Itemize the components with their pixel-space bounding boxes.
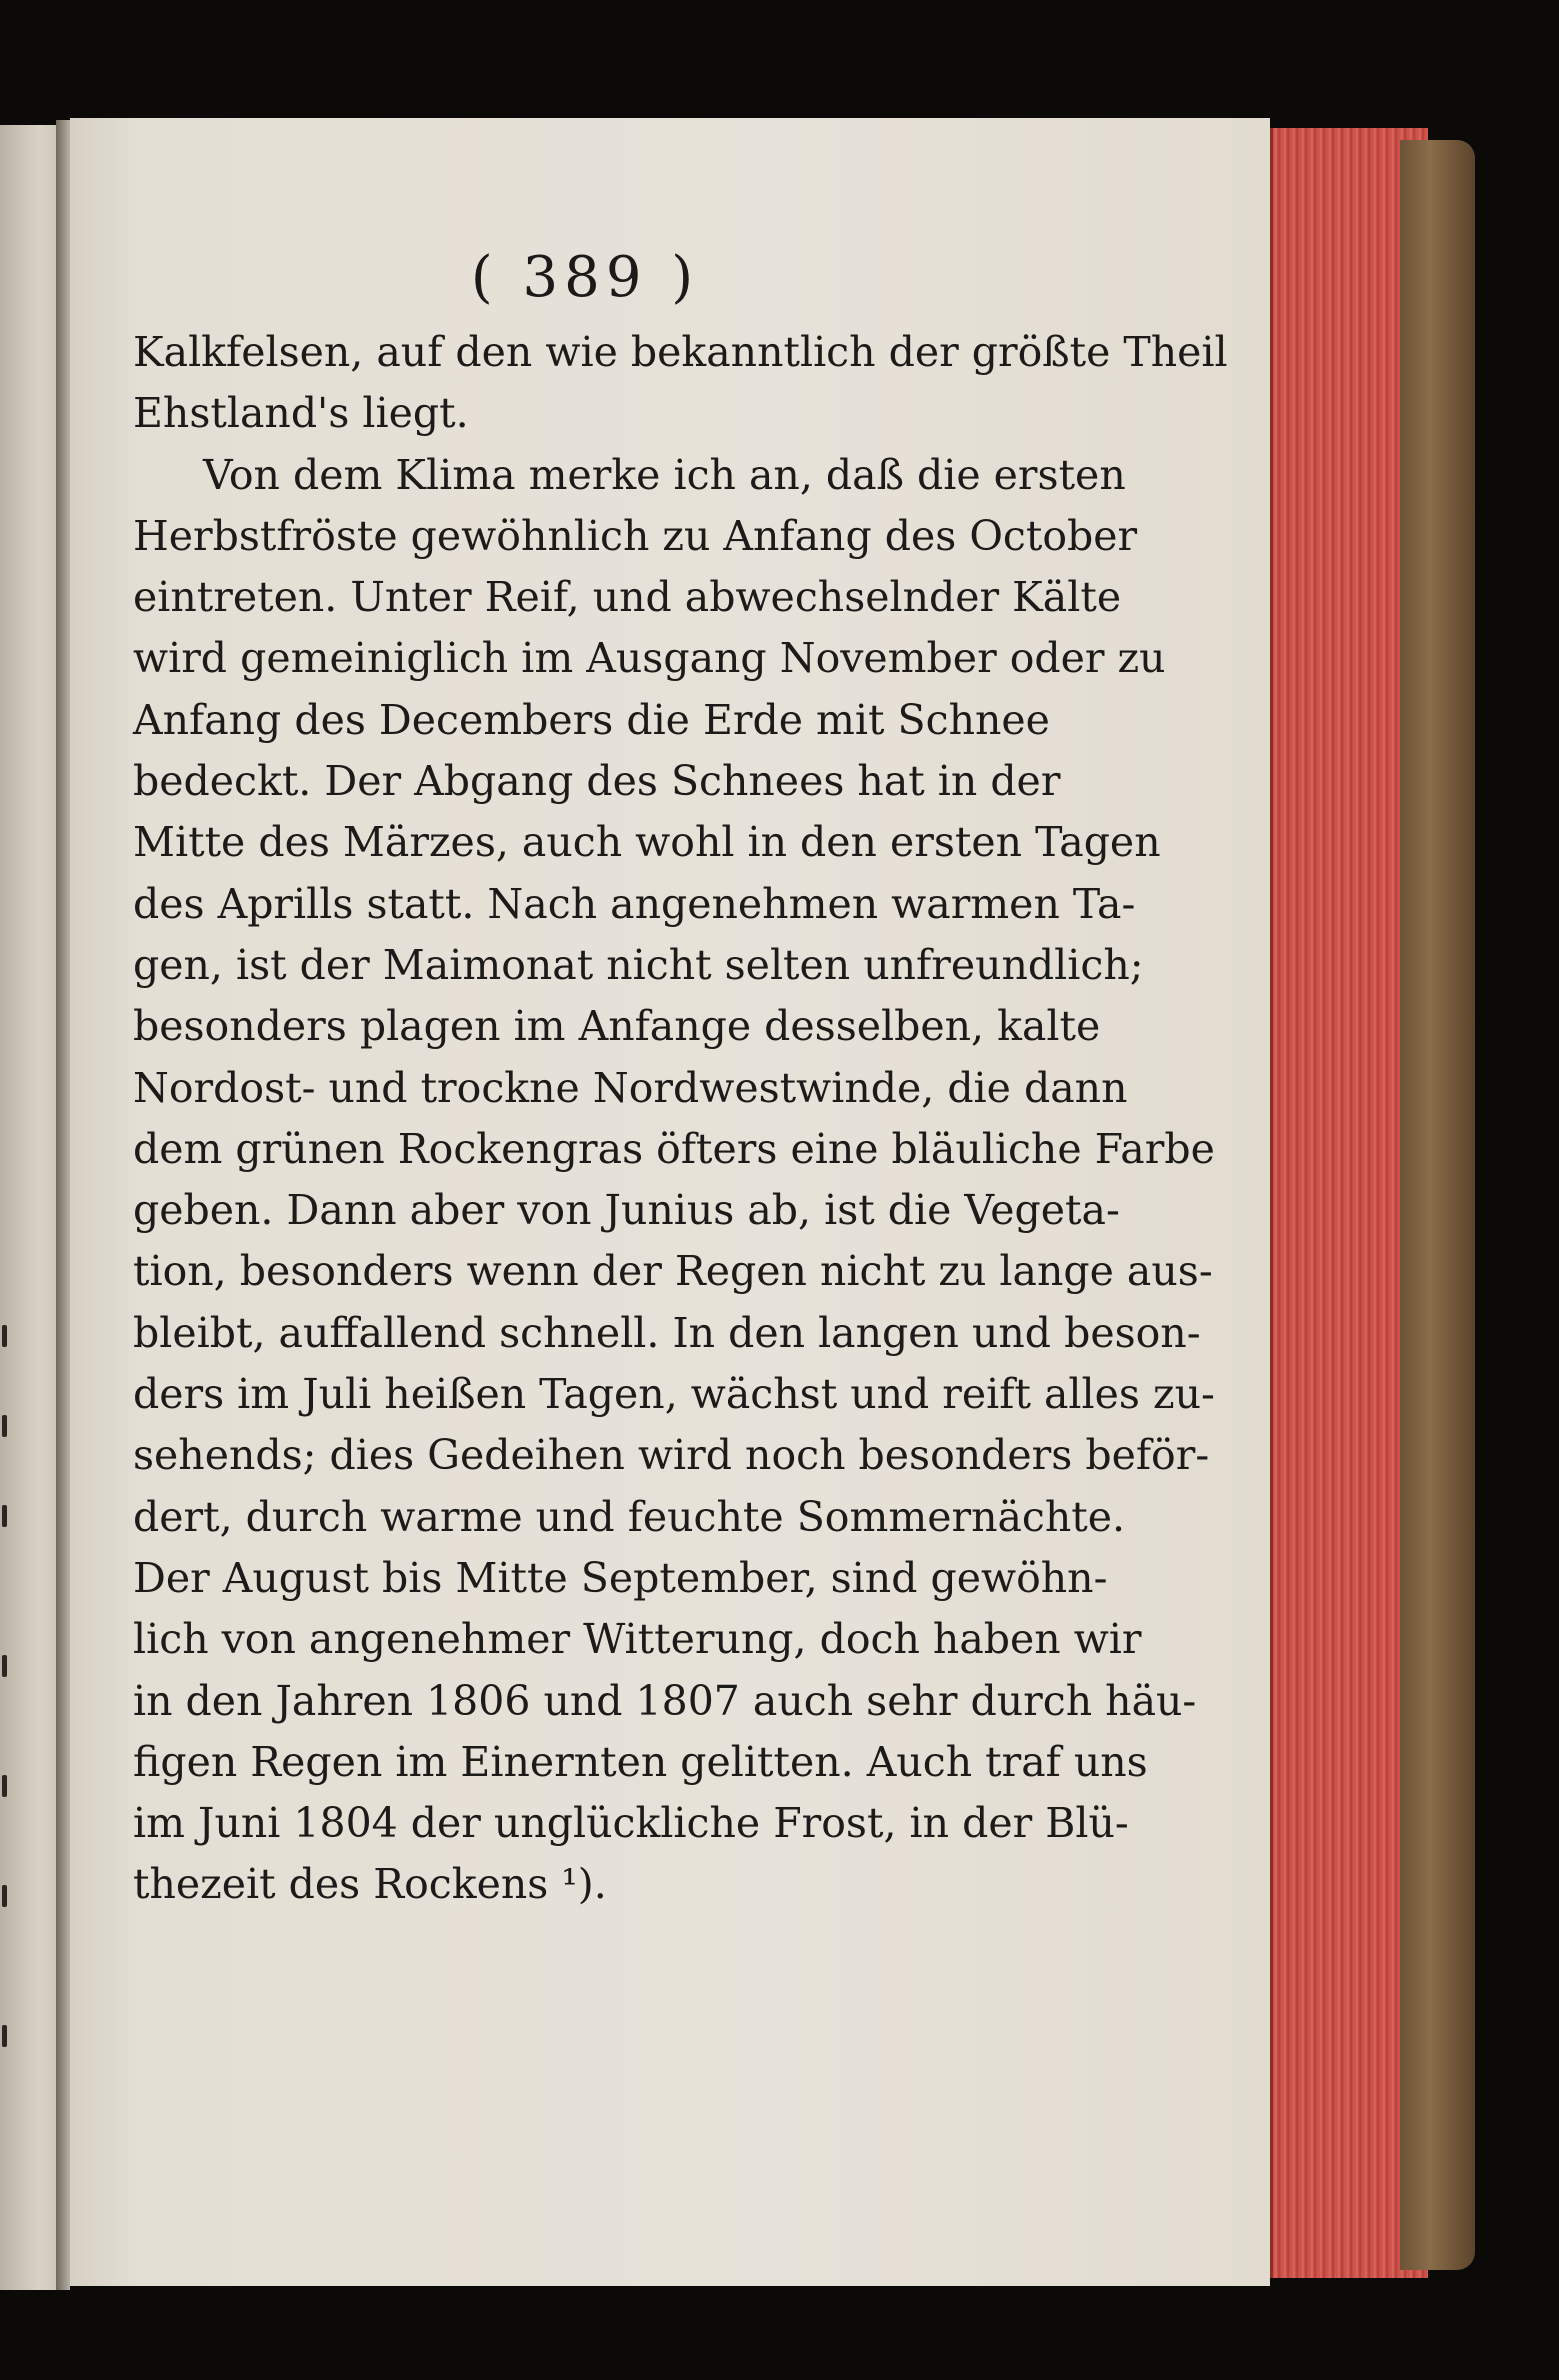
- text-line: Von dem Klima merke ich an, daß die ersten: [203, 450, 1126, 499]
- left-page-edge: [0, 125, 58, 2290]
- book-cover-edge: [1400, 140, 1475, 2270]
- text-line: thezeit des Rockens ¹).: [133, 1860, 607, 1909]
- book-gutter: [56, 120, 70, 2290]
- text-line: Ehstland's liegt.: [133, 389, 469, 438]
- text-line: bedeckt. Der Abgang des Schnees hat in der: [133, 757, 1061, 806]
- text-line: dert, durch warme und feuchte Sommernächte.: [133, 1492, 1126, 1541]
- text-line: Kalkfelsen, auf den wie bekanntlich der größte Theil: [133, 328, 1228, 376]
- text-line: figen Regen im Einernten gelitten. Auch traf uns: [133, 1737, 1148, 1786]
- text-line: bleibt, auffallend schnell. In den langen und beson-: [133, 1308, 1201, 1357]
- body-text: [133, 322, 1228, 1916]
- text-line: eintreten. Unter Reif, und abwechselnder Kälte: [133, 573, 1122, 622]
- text-line: Der August bis Mitte September, sind gewöhn-: [133, 1553, 1108, 1602]
- text-line: geben. Dann aber von Junius ab, ist die Vegeta-: [133, 1186, 1120, 1235]
- text-line: wird gemeiniglich im Ausgang November oder zu: [133, 634, 1166, 683]
- text-line: Anfang des Decembers die Erde mit Schnee: [133, 695, 1050, 744]
- text-line: besonders plagen im Anfange desselben, kalte: [133, 1002, 1101, 1051]
- text-line: Nordost- und trockne Nordwestwinde, die dann: [133, 1063, 1128, 1112]
- text-line: Herbstfröste gewöhnlich zu Anfang des October: [133, 511, 1138, 560]
- text-line: ders im Juli heißen Tagen, wächst und reift alles zu-: [133, 1370, 1215, 1419]
- left-page-bleed-marks: [0, 1325, 14, 2125]
- text-line: Mitte des Märzes, auch wohl in den ersten Tagen: [133, 818, 1161, 867]
- text-line: dem grünen Rockengras öfters eine bläuliche Farbe: [133, 1124, 1215, 1173]
- text-line: des Aprills statt. Nach angenehmen warmen Ta-: [133, 879, 1136, 928]
- text-line: lich von angenehmer Witterung, doch haben wir: [133, 1615, 1142, 1664]
- page-number: ( 389 ): [470, 245, 700, 310]
- page-header: [0, 245, 1559, 325]
- text-line: tion, besonders wenn der Regen nicht zu lange aus-: [133, 1247, 1213, 1296]
- text-line: gen, ist der Maimonat nicht selten unfreundlich;: [133, 940, 1144, 989]
- text-line: im Juni 1804 der unglückliche Frost, in der Blü-: [133, 1799, 1129, 1848]
- text-line: sehends; dies Gedeihen wird noch besonders beför-: [133, 1431, 1210, 1480]
- text-line: in den Jahren 1806 und 1807 auch sehr durch häu-: [133, 1676, 1197, 1725]
